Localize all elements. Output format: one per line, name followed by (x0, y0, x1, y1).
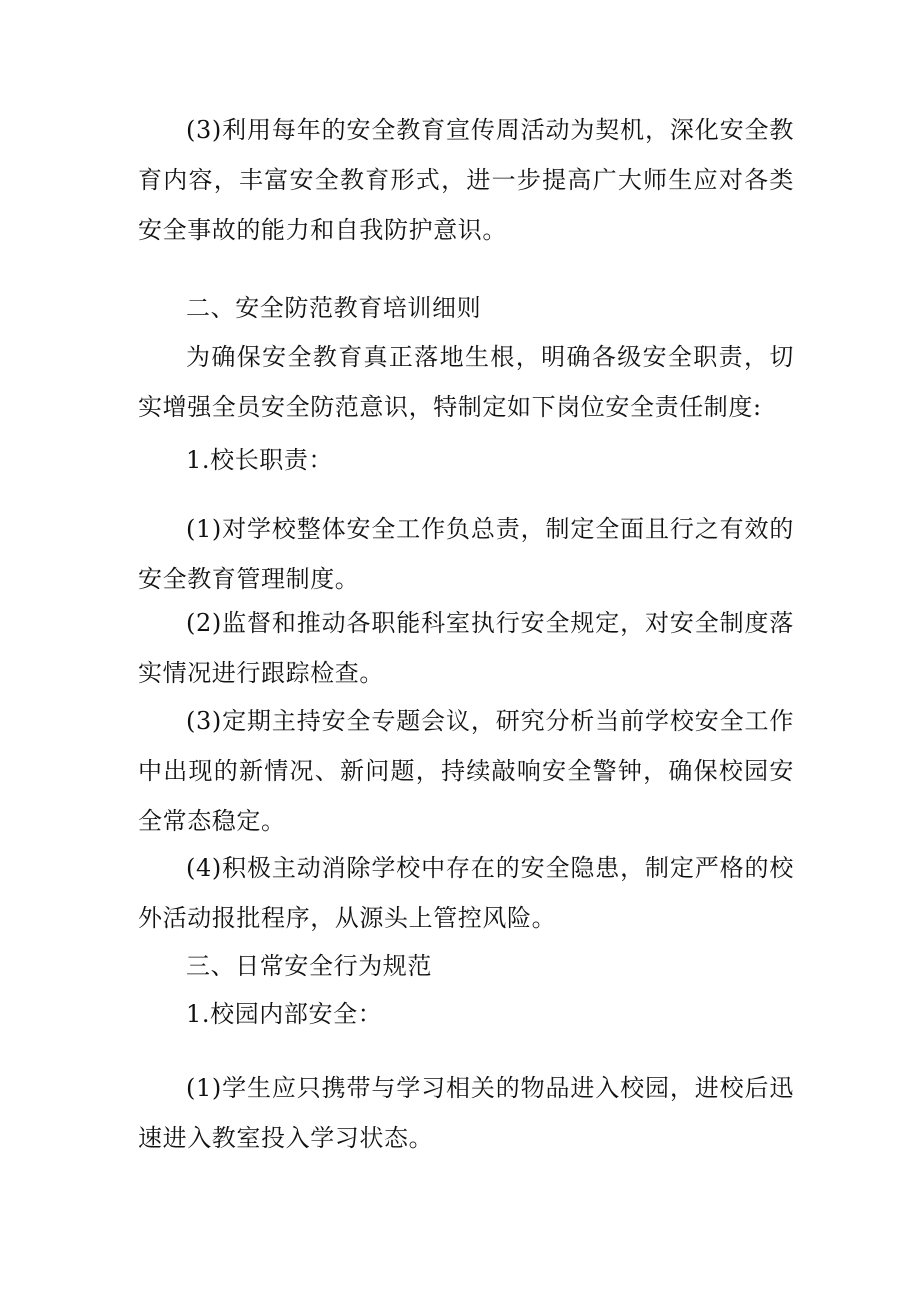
paragraph-principal-duty-2: (2)监督和推动各职能科室执行安全规定，对安全制度落实情况进行跟踪检查。 (138, 609, 794, 687)
paragraph-principal-duty-1: (1)对学校整体安全工作负总责，制定全面且行之有效的安全教育管理制度。 (138, 515, 794, 593)
subheading-principal-duties: 1.校长职责： (186, 446, 334, 474)
subheading-campus-safety: 1.校园内部安全： (186, 1000, 383, 1028)
paragraph-awareness-week: (3)利用每年的安全教育宣传周活动为契机，深化安全教育内容，丰富安全教育形式，进一步提高广大师生应对各类安全事故的能力和自我防护意识。 (138, 116, 794, 244)
section-heading-training-rules: 二、安全防范教育培训细则 (186, 294, 482, 322)
section-heading-daily-conduct: 三、日常安全行为规范 (186, 952, 432, 980)
paragraph-principal-duty-3: (3)定期主持安全专题会议，研究分析当前学校安全工作中出现的新情况、新问题，持续敲响安全警钟，确保校园安全常态稳定。 (138, 707, 794, 835)
paragraph-principal-duty-4: (4)积极主动消除学校中存在的安全隐患，制定严格的校外活动报批程序，从源头上管控风险。 (138, 854, 794, 932)
paragraph-purpose: 为确保安全教育真正落地生根，明确各级安全职责，切实增强全员安全防范意识，特制定如下岗位安全责任制度: (138, 343, 794, 421)
paragraph-campus-rule-1: (1)学生应只携带与学习相关的物品进入校园，进校后迅速进入教室投入学习状态。 (138, 1074, 794, 1152)
